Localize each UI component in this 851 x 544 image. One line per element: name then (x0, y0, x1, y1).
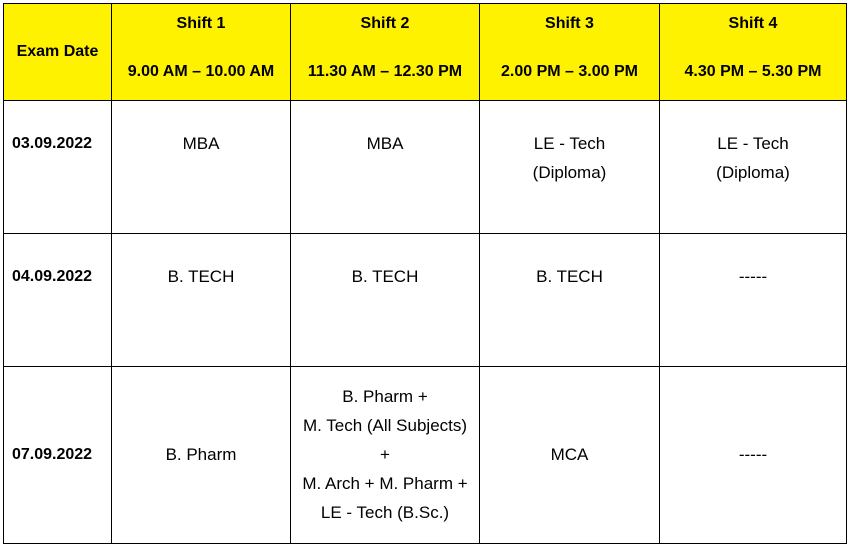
table-cell (480, 233, 660, 366)
cell-text: LE - Tech (717, 133, 789, 153)
shift-1-name: Shift 1 (112, 4, 291, 44)
table-cell (291, 366, 480, 543)
exam-date-header: Exam Date (4, 4, 112, 101)
shift-2-name: Shift 2 (291, 4, 480, 44)
shift-3-time: 2.00 PM – 3.00 PM (480, 44, 660, 101)
table-row (4, 366, 847, 543)
cell-text: M. Arch + M. Pharm + (302, 474, 468, 493)
shift-3-name: Shift 3 (480, 4, 660, 44)
shift-4-name: Shift 4 (660, 4, 847, 44)
header-row-shift-times (4, 44, 847, 101)
table-cell (660, 366, 847, 543)
table-cell (112, 100, 291, 233)
cell-text: B. Pharm + (342, 387, 428, 406)
exam-date-cell: 07.09.2022 (4, 366, 112, 543)
shift-1-time: 9.00 AM – 10.00 AM (112, 44, 291, 101)
cell-text: ----- (738, 266, 768, 286)
exam-date-cell: 04.09.2022 (4, 233, 112, 366)
cell-text: MCA (550, 445, 589, 464)
table-cell (660, 233, 847, 366)
table-cell (112, 233, 291, 366)
cell-text: B. TECH (167, 266, 235, 286)
table-cell (291, 100, 480, 233)
shift-4-time: 4.30 PM – 5.30 PM (660, 44, 847, 101)
cell-text: M. Tech (All Subjects) (302, 416, 468, 435)
cell-text: MBA (366, 133, 404, 153)
table-cell (480, 100, 660, 233)
cell-text: B. Pharm (165, 445, 237, 464)
cell-text: B. TECH (536, 266, 603, 286)
table-cell (291, 233, 480, 366)
table-cell (480, 366, 660, 543)
cell-text: (Diploma) (716, 162, 790, 182)
cell-text: LE - Tech (533, 133, 606, 153)
cell-text: ----- (738, 445, 768, 464)
cell-text: LE - Tech (B.Sc.) (320, 503, 450, 522)
table-cell (660, 100, 847, 233)
cell-text: MBA (182, 133, 220, 153)
table-cell (112, 366, 291, 543)
exam-date-cell: 03.09.2022 (4, 100, 112, 233)
table-row (4, 233, 847, 366)
header-row-shift-names (4, 4, 847, 44)
exam-schedule-table (3, 3, 847, 544)
cell-text: B. TECH (351, 266, 419, 286)
cell-text: (Diploma) (532, 162, 607, 182)
table-row (4, 100, 847, 233)
shift-2-time: 11.30 AM – 12.30 PM (291, 44, 480, 101)
cell-text: + (380, 445, 390, 464)
